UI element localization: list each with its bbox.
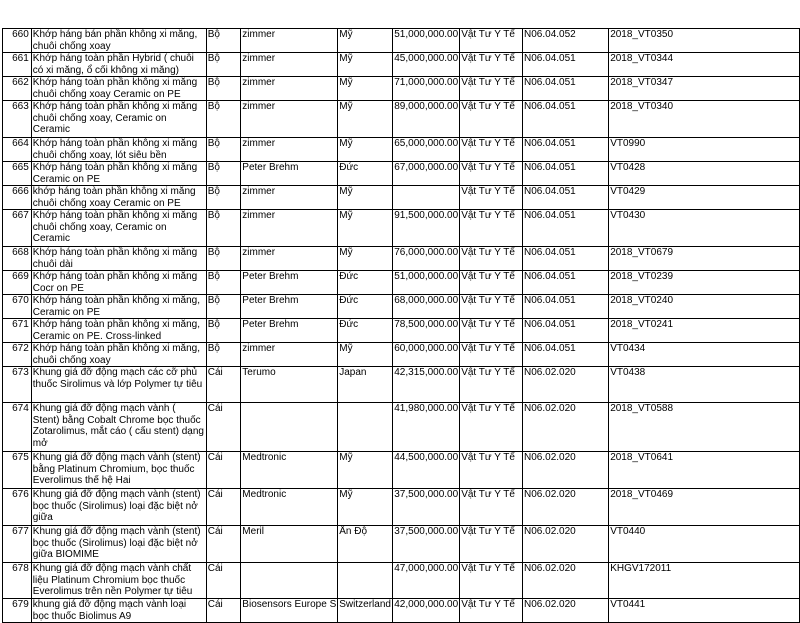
cell-unit: Cái — [206, 563, 241, 599]
cell-unit: Bộ — [206, 271, 241, 295]
cell-maker — [241, 563, 338, 599]
cell-name: Khớp háng toàn phần không xi măng chuôi chống xoay, Ceramic on Ceramic — [31, 210, 206, 247]
table-row — [3, 489, 800, 526]
cell-origin: Mỹ — [338, 29, 393, 53]
cell-name: Khớp háng toàn phần không xi măng Ceramic on PE — [31, 162, 206, 186]
cell-code: N06.04.051 — [523, 53, 609, 77]
cell-unit: Bộ — [206, 319, 241, 343]
cell-maker: zimmer — [241, 29, 338, 53]
cell-code: N06.02.020 — [523, 367, 609, 403]
cell-maker: zimmer — [241, 138, 338, 162]
table-row — [3, 599, 800, 623]
cell-no: 664 — [3, 138, 32, 162]
cell-maker: zimmer — [241, 77, 338, 101]
cell-price: 71,000,000.00 — [393, 77, 460, 101]
cell-no: 675 — [3, 452, 32, 489]
cell-origin: Mỹ — [338, 77, 393, 101]
cell-name: Khung giá đỡ động mạch vành (stent) bằng Platinum Chromium, bọc thuốc Everolimus thế hệ Hai — [31, 452, 206, 489]
cell-unit: Bộ — [206, 138, 241, 162]
cell-unit: Bộ — [206, 77, 241, 101]
cell-origin — [338, 563, 393, 599]
cell-no: 677 — [3, 526, 32, 563]
cell-maker: Biosensors Europe S — [241, 599, 338, 623]
table-row — [3, 210, 800, 247]
cell-unit: Bộ — [206, 101, 241, 138]
cell-unit: Cái — [206, 403, 241, 452]
table-row — [3, 271, 800, 295]
cell-price: 42,000,000.00 — [393, 599, 460, 623]
cell-origin: Mỹ — [338, 247, 393, 271]
cell-origin: Japan — [338, 367, 393, 403]
table-row — [3, 101, 800, 138]
cell-no: 660 — [3, 29, 32, 53]
cell-ref: 2018_VT0241 — [609, 319, 800, 343]
cell-name: Khớp háng toàn phần Hybrid ( chuôi có xi măng, ổ cối không xi măng) — [31, 53, 206, 77]
cell-origin: Mỹ — [338, 101, 393, 138]
cell-unit: Cái — [206, 367, 241, 403]
cell-no: 673 — [3, 367, 32, 403]
cell-unit: Bộ — [206, 247, 241, 271]
table-row — [3, 295, 800, 319]
table-row — [3, 186, 800, 210]
cell-code: N06.02.020 — [523, 452, 609, 489]
cell-type: Vật Tư Y Tế — [460, 138, 523, 162]
cell-no: 663 — [3, 101, 32, 138]
table-row — [3, 319, 800, 343]
cell-origin: Switzerland — [338, 599, 393, 623]
cell-type: Vật Tư Y Tế — [460, 526, 523, 563]
cell-name: Khớp háng toàn phần không xi măng Cocr on PE — [31, 271, 206, 295]
cell-type: Vật Tư Y Tế — [460, 599, 523, 623]
cell-code: N06.02.020 — [523, 526, 609, 563]
cell-price: 37,500,000.00 — [393, 489, 460, 526]
cell-maker: zimmer — [241, 247, 338, 271]
cell-unit: Cái — [206, 599, 241, 623]
price-list-table — [2, 28, 800, 623]
cell-ref: 2018_VT0679 — [609, 247, 800, 271]
cell-ref: 2018_VT0641 — [609, 452, 800, 489]
cell-ref: VT0429 — [609, 186, 800, 210]
cell-price: 91,500,000.00 — [393, 210, 460, 247]
cell-type: Vật Tư Y Tế — [460, 319, 523, 343]
cell-price: 44,500,000.00 — [393, 452, 460, 489]
cell-ref: VT0434 — [609, 343, 800, 367]
cell-no: 671 — [3, 319, 32, 343]
cell-code: N06.04.051 — [523, 295, 609, 319]
cell-maker: Peter Brehm — [241, 271, 338, 295]
cell-no: 674 — [3, 403, 32, 452]
cell-origin: Mỹ — [338, 489, 393, 526]
table-row — [3, 403, 800, 452]
cell-no: 679 — [3, 599, 32, 623]
cell-type: Vật Tư Y Tế — [460, 210, 523, 247]
table-row — [3, 367, 800, 403]
table-row — [3, 162, 800, 186]
cell-ref: VT0440 — [609, 526, 800, 563]
cell-maker: zimmer — [241, 343, 338, 367]
cell-no: 661 — [3, 53, 32, 77]
cell-type: Vật Tư Y Tế — [460, 367, 523, 403]
cell-price: 68,000,000.00 — [393, 295, 460, 319]
cell-name: Khớp háng toàn phần không xi măng chuôi chống xoay, lót siêu bền — [31, 138, 206, 162]
cell-code: N06.04.051 — [523, 271, 609, 295]
cell-no: 668 — [3, 247, 32, 271]
cell-type: Vật Tư Y Tế — [460, 489, 523, 526]
cell-origin: Mỹ — [338, 53, 393, 77]
cell-code: N06.04.051 — [523, 210, 609, 247]
cell-unit: Bộ — [206, 295, 241, 319]
cell-code: N06.04.051 — [523, 247, 609, 271]
cell-type: Vật Tư Y Tế — [460, 101, 523, 138]
cell-no: 678 — [3, 563, 32, 599]
cell-type: Vật Tư Y Tế — [460, 247, 523, 271]
cell-code: N06.02.020 — [523, 403, 609, 452]
table-row — [3, 563, 800, 599]
cell-origin: Ấn Độ — [338, 526, 393, 563]
cell-type: Vật Tư Y Tế — [460, 403, 523, 452]
table-row — [3, 77, 800, 101]
table-row — [3, 526, 800, 563]
cell-type: Vật Tư Y Tế — [460, 295, 523, 319]
cell-name: Khớp háng toàn phần không xi măng, Ceramic on PE — [31, 295, 206, 319]
cell-origin: Mỹ — [338, 343, 393, 367]
cell-unit: Bộ — [206, 29, 241, 53]
cell-maker: Peter Brehm — [241, 319, 338, 343]
cell-price: 89,000,000.00 — [393, 101, 460, 138]
cell-name: Khớp háng toàn phần không xi măng, chuôi chống xoay — [31, 343, 206, 367]
cell-price: 76,000,000.00 — [393, 247, 460, 271]
cell-ref: 2018_VT0588 — [609, 403, 800, 452]
cell-name: khung giá đỡ động mạch vành loại bọc thuốc Biolimus A9 — [31, 599, 206, 623]
cell-unit: Bộ — [206, 343, 241, 367]
cell-maker: Peter Brehm — [241, 295, 338, 319]
cell-no: 676 — [3, 489, 32, 526]
cell-maker: Meril — [241, 526, 338, 563]
cell-maker: Medtronic — [241, 489, 338, 526]
cell-ref: 2018_VT0340 — [609, 101, 800, 138]
cell-ref: VT0438 — [609, 367, 800, 403]
cell-type: Vật Tư Y Tế — [460, 452, 523, 489]
cell-code: N06.04.051 — [523, 162, 609, 186]
cell-price: 60,000,000.00 — [393, 343, 460, 367]
table-row — [3, 343, 800, 367]
cell-name: Khớp háng bán phần không xi măng, chuôi chống xoay — [31, 29, 206, 53]
cell-price: 37,500,000.00 — [393, 526, 460, 563]
cell-name: Khung giá đỡ động mạch vành ( Stent) bằng Cobalt Chrome bọc thuốc Zotarolimus, mắt cáo ( cấu stent) dạng mở — [31, 403, 206, 452]
cell-type: Vật Tư Y Tế — [460, 563, 523, 599]
cell-no: 666 — [3, 186, 32, 210]
cell-ref: 2018_VT0469 — [609, 489, 800, 526]
cell-name: Khung giá đỡ động mạch vành (stent) bọc thuốc (Sirolimus) loại đặc biệt nở giữa BIOMIME — [31, 526, 206, 563]
cell-price: 78,500,000.00 — [393, 319, 460, 343]
cell-ref: VT0441 — [609, 599, 800, 623]
table-row — [3, 247, 800, 271]
cell-maker: Medtronic — [241, 452, 338, 489]
cell-origin: Đức — [338, 271, 393, 295]
cell-name: Khớp háng toàn phần không xi măng chuôi chống xoay, Ceramic on Ceramic — [31, 101, 206, 138]
cell-price: 45,000,000.00 — [393, 53, 460, 77]
cell-type: Vật Tư Y Tế — [460, 77, 523, 101]
cell-maker — [241, 403, 338, 452]
cell-maker: Peter Brehm — [241, 162, 338, 186]
cell-ref: 2018_VT0239 — [609, 271, 800, 295]
cell-maker: zimmer — [241, 210, 338, 247]
table-row — [3, 29, 800, 53]
cell-origin — [338, 403, 393, 452]
cell-price: 42,315,000.00 — [393, 367, 460, 403]
cell-name: Khớp háng toàn phần không xi măng chuôi dài — [31, 247, 206, 271]
cell-ref: 2018_VT0240 — [609, 295, 800, 319]
cell-name: Khung giá đỡ động mạch vành (stent) bọc thuốc (Sirolimus) loại đặc biệt nở giữa — [31, 489, 206, 526]
cell-name: khớp háng toàn phần không xi măng chuôi chống xoay Ceramic on PE — [31, 186, 206, 210]
cell-type: Vật Tư Y Tế — [460, 343, 523, 367]
cell-no: 670 — [3, 295, 32, 319]
cell-ref: VT0430 — [609, 210, 800, 247]
cell-code: N06.02.020 — [523, 489, 609, 526]
cell-type: Vật Tư Y Tế — [460, 162, 523, 186]
cell-ref: KHGV172011 — [609, 563, 800, 599]
cell-code: N06.02.020 — [523, 563, 609, 599]
cell-name: Khung giá đỡ động mạch vành chất liệu Platinum Chromium bọc thuốc Everolimus trên nền Polymer tự tiêu — [31, 563, 206, 599]
cell-price: 65,000,000.00 — [393, 138, 460, 162]
cell-price: 67,000,000.00 — [393, 162, 460, 186]
cell-unit: Cái — [206, 526, 241, 563]
cell-type: Vật Tư Y Tế — [460, 271, 523, 295]
cell-origin: Đức — [338, 162, 393, 186]
cell-unit: Cái — [206, 452, 241, 489]
cell-name: Khung giá đỡ động mạch các cỡ phủ thuốc Sirolimus và lớp Polymer tự tiêu — [31, 367, 206, 403]
cell-price — [393, 186, 460, 210]
cell-code: N06.04.051 — [523, 319, 609, 343]
cell-ref: VT0428 — [609, 162, 800, 186]
cell-type: Vật Tư Y Tế — [460, 53, 523, 77]
cell-unit: Bộ — [206, 186, 241, 210]
cell-code: N06.04.051 — [523, 77, 609, 101]
cell-code: N06.04.051 — [523, 101, 609, 138]
cell-code: N06.04.051 — [523, 186, 609, 210]
cell-ref: 2018_VT0347 — [609, 77, 800, 101]
cell-price: 51,000,000.00 — [393, 29, 460, 53]
cell-ref: 2018_VT0344 — [609, 53, 800, 77]
cell-code: N06.04.051 — [523, 343, 609, 367]
cell-origin: Đức — [338, 295, 393, 319]
cell-name: Khớp háng toàn phần không xi măng, Ceramic on PE. Cross-linked — [31, 319, 206, 343]
cell-maker: zimmer — [241, 101, 338, 138]
cell-code: N06.04.052 — [523, 29, 609, 53]
cell-origin: Mỹ — [338, 186, 393, 210]
cell-unit: Bộ — [206, 53, 241, 77]
cell-unit: Cái — [206, 489, 241, 526]
cell-type: Vật Tư Y Tế — [460, 29, 523, 53]
table-row — [3, 452, 800, 489]
cell-no: 665 — [3, 162, 32, 186]
cell-unit: Bộ — [206, 162, 241, 186]
cell-maker: zimmer — [241, 186, 338, 210]
cell-no: 662 — [3, 77, 32, 101]
cell-price: 41,980,000.00 — [393, 403, 460, 452]
cell-ref: VT0990 — [609, 138, 800, 162]
cell-origin: Mỹ — [338, 210, 393, 247]
cell-no: 672 — [3, 343, 32, 367]
cell-unit: Bộ — [206, 210, 241, 247]
cell-origin: Đức — [338, 319, 393, 343]
cell-origin: Mỹ — [338, 452, 393, 489]
cell-maker: zimmer — [241, 53, 338, 77]
cell-code: N06.02.020 — [523, 599, 609, 623]
cell-name: Khớp háng toàn phần không xi măng chuôi chống xoay Ceramic on PE — [31, 77, 206, 101]
table-row — [3, 138, 800, 162]
cell-origin: Mỹ — [338, 138, 393, 162]
cell-type: Vật Tư Y Tế — [460, 186, 523, 210]
cell-price: 51,000,000.00 — [393, 271, 460, 295]
cell-no: 669 — [3, 271, 32, 295]
table-row — [3, 53, 800, 77]
cell-ref: 2018_VT0350 — [609, 29, 800, 53]
cell-no: 667 — [3, 210, 32, 247]
cell-price: 47,000,000.00 — [393, 563, 460, 599]
cell-maker: Terumo — [241, 367, 338, 403]
cell-code: N06.04.051 — [523, 138, 609, 162]
